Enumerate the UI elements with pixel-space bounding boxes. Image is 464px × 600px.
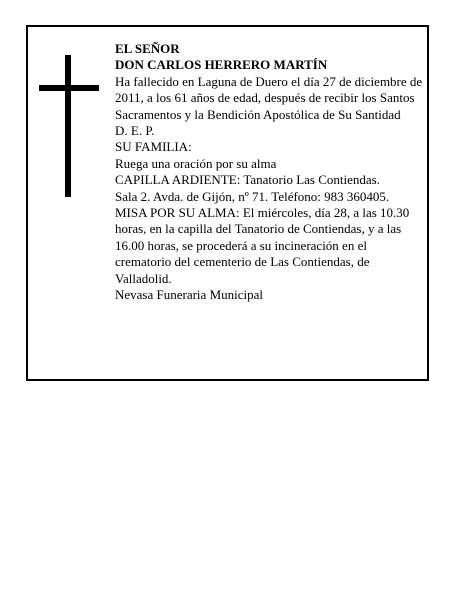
- deceased-name: DON CARLOS HERRERO MARTÍN: [115, 57, 328, 73]
- rest-in-peace: D. E. P.: [115, 123, 155, 139]
- cross-icon: [39, 55, 99, 197]
- funeral-home: Nevasa Funeraria Municipal: [115, 287, 264, 303]
- obituary-notice: [26, 25, 429, 381]
- chapel-info-line1: CAPILLA ARDIENTE: Tanatorio Las Contiendas.: [115, 172, 380, 188]
- prayer-request: Ruega una oración por su alma: [115, 155, 277, 171]
- death-announcement: Ha fallecido en Laguna de Duero el día 27 de diciembre de 2011, a los 61 años de edad, después de recibir los Santos Sacramentos y la Bendición Apostólica de Su Santidad: [115, 73, 423, 122]
- mass-info: MISA POR SU ALMA: El miércoles, día 28, a las 10.30 horas, en la capilla del Tanatorio de Contiendas, y a las 16.00 horas, se procederá a su incineración en el crematorio del cementerio de Las Contiendas, de Valladolid.: [115, 205, 410, 286]
- cross-horizontal-bar: [39, 85, 99, 91]
- obituary-text: [115, 41, 425, 304]
- cross-vertical-bar: [65, 55, 71, 197]
- heading-title: EL SEÑOR: [115, 41, 180, 56]
- chapel-info-line2: Sala 2. Avda. de Gijón, nº 71. Teléfono: 983 360405.: [115, 188, 390, 204]
- family-label: SU FAMILIA:: [115, 139, 192, 155]
